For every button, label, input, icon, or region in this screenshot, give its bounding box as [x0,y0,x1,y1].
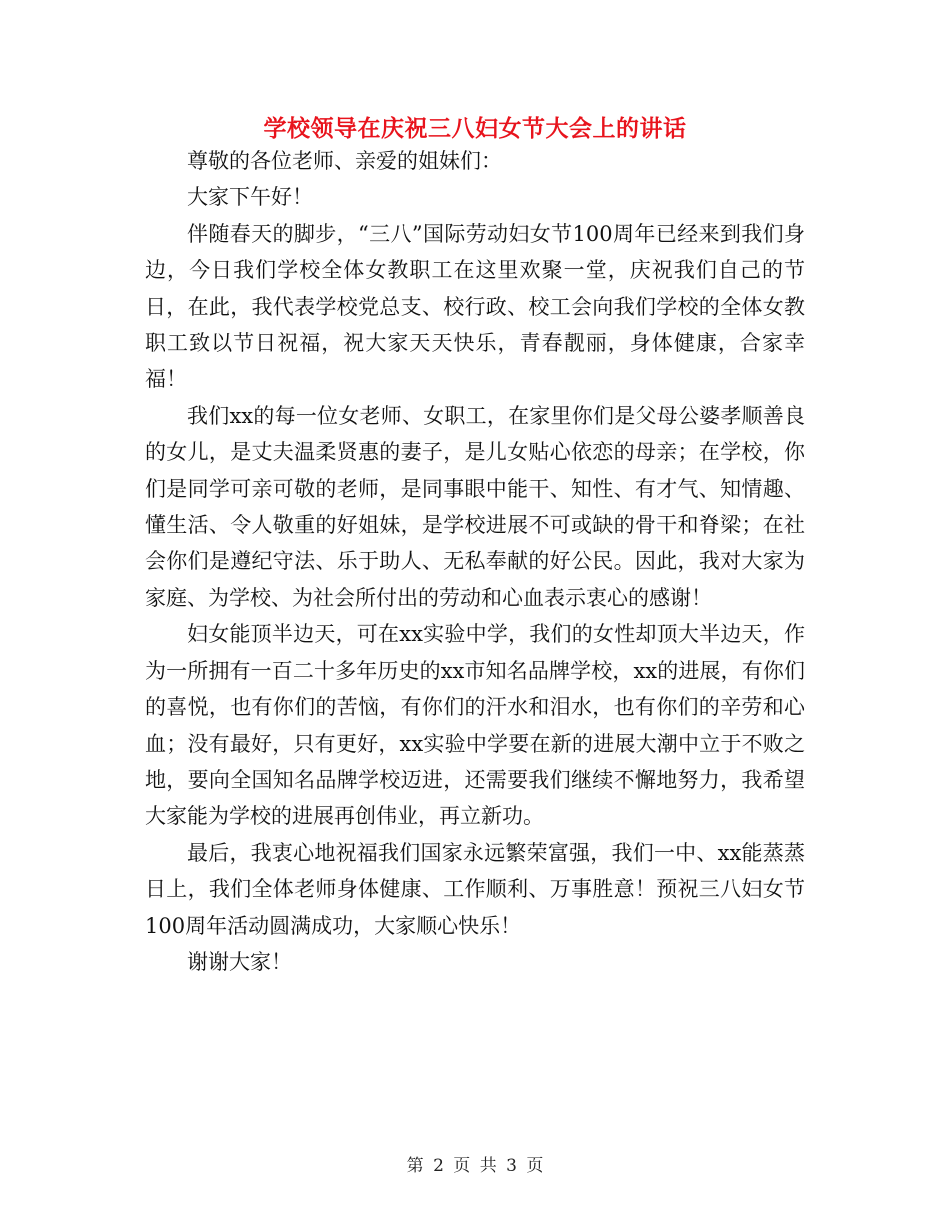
document-title: 学校领导在庆祝三八妇女节大会上的讲话 [263,115,687,142]
paragraph-intro: 伴随春天的脚步，“三八”国际劳动妇女节100周年已经来到我们身边，今日我们学校全体女教职工在这里欢聚一堂，庆祝我们自己的节日，在此，我代表学校党总支、校行政、校工会向我们学校的全体女教职工致以节日祝福，祝大家天天快乐，青春靓丽，身体健康，合家幸福！ [145,221,805,392]
paragraph-greeting: 大家下午好！ [187,185,313,210]
paragraph-closing-wishes: 最后，我衷心地祝福我们国家永远繁荣富强，我们一中、xx能蒸蒸日上，我们全体老师身体健康、工作顺利、万事胜意！预祝三八妇女节100周年活动圆满成功，大家顺心快乐！ [145,840,805,938]
paragraph-tribute: 我们xx的每一位女老师、女职工，在家里你们是父母公婆孝顺善良的女儿，是丈夫温柔贤惠的妻子，是儿女贴心依恋的母亲；在学校，你们是同学可亲可敬的老师，是同事眼中能干、知性、有才气、知情趣、懂生活、令人敬重的好姐妹，是学校进展不可或缺的骨干和脊梁；在社会你们是遵纪守法、乐于助人、无私奉献的好公民。因此，我对大家为家庭、为学校、为社会所付出的劳动和心血表示衷心的感谢！ [145,403,805,610]
paragraph-thanks: 谢谢大家！ [187,949,292,974]
page-number-footer: 第 2 页 共 3 页 [406,1156,544,1176]
paragraph-salutation: 尊敬的各位老师、亲爱的姐妹们： [187,149,502,173]
document-body [145,143,805,980]
paragraph-school: 妇女能顶半边天，可在xx实验中学，我们的女性却顶大半边天，作为一所拥有一百二十多年历史的xx市知名品牌学校，xx的进展，有你们的喜悦，也有你们的苦恼，有你们的汗水和泪水，也有你们的辛劳和心血；没有最好，只有更好，xx实验中学要在新的进展大潮中立于不败之地，要向全国知名品牌学校迈进，还需要我们继续不懈地努力，我希望大家能为学校的进展再创伟业，再立新功。 [145,622,805,829]
